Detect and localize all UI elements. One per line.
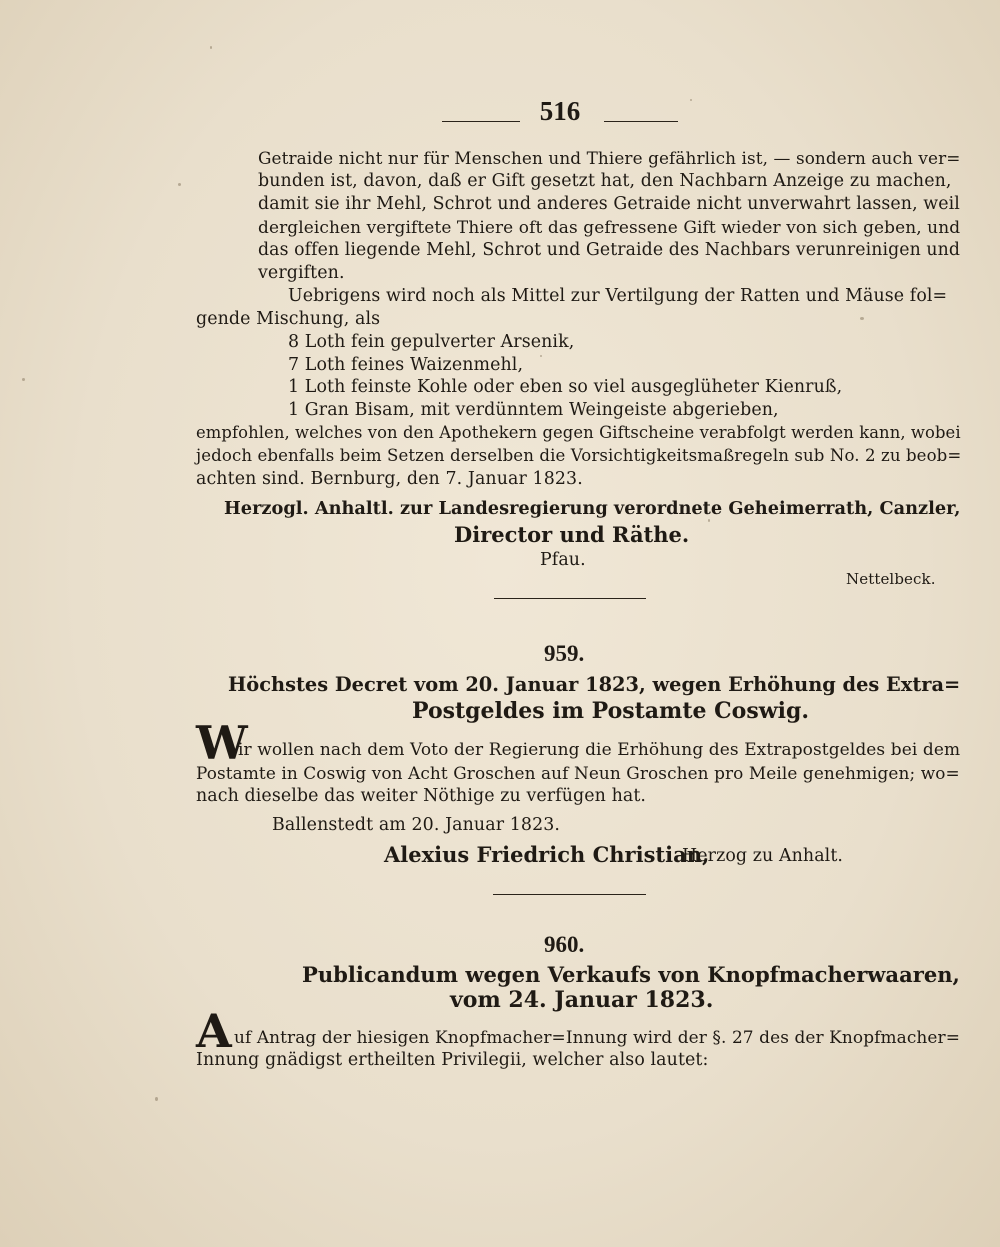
text-line: Postamte in Coswig von Acht Groschen auf Neun Groschen pro Meile genehmigen; wo=	[196, 763, 960, 783]
text-line: Uebrigens wird noch als Mittel zur Vertilgung der Ratten und Mäuse fol=	[288, 286, 948, 306]
paper-spot	[22, 378, 25, 381]
signer-name: Pfau.	[540, 550, 586, 570]
header-rule-right	[604, 121, 678, 122]
text-line: gende Mischung, als	[196, 309, 381, 329]
text-line: uf Antrag der hiesigen Knopfmacher=Innung wird der §. 27 des der Knopfmacher=	[234, 1027, 960, 1047]
section-divider	[494, 598, 646, 599]
page-number: 516	[539, 96, 581, 126]
section-divider	[493, 894, 646, 895]
paper-spot	[860, 317, 864, 320]
signature-name: Alexius Friedrich Christian,	[384, 842, 710, 867]
text-line: ir wollen nach dem Voto der Regierung die Erhöhung des Extrapostgeldes bei dem	[238, 740, 961, 760]
authority-line: Director und Räthe.	[454, 522, 690, 547]
paper-spot	[178, 183, 181, 186]
ingredient-line: 1 Loth feinste Kohle oder eben so viel ausgeglüheter Kienruß,	[288, 377, 843, 397]
drop-cap-letter: W	[196, 716, 248, 770]
decree-title: vom 24. Januar 1823.	[450, 987, 714, 1013]
paper-spot	[708, 519, 710, 522]
text-line: vergiften.	[258, 263, 345, 283]
header-rule-left	[442, 121, 520, 122]
signer-name: Nettelbeck.	[846, 570, 936, 588]
decree-title: Postgeldes im Postamte Coswig.	[412, 698, 810, 724]
place-date: Ballenstedt am 20. Januar 1823.	[272, 815, 561, 835]
text-line: Innung gnädigst ertheilten Privilegii, welcher also lautet:	[196, 1050, 709, 1070]
decree-number: 959.	[544, 641, 585, 666]
decree-title: Höchstes Decret vom 20. Januar 1823, wegen Erhöhung des Extra=	[228, 673, 961, 696]
text-line: dergleichen vergiftete Thiere oft das gefressene Gift wieder von sich geben, und	[258, 217, 961, 237]
text-line: empfohlen, welches von den Apothekern gegen Giftscheine verabfolgt werden kann, wobei	[196, 423, 961, 442]
paper-spot	[690, 99, 692, 101]
paper-spot	[155, 1097, 158, 1101]
text-line: bunden ist, davon, daß er Gift gesetzt hat, den Nachbarn Anzeige zu machen,	[258, 171, 952, 191]
text-line: nach dieselbe das weiter Nöthige zu verfügen hat.	[196, 786, 647, 806]
text-line: achten sind. Bernburg, den 7. Januar 1823.	[196, 469, 583, 489]
paper-spot	[540, 355, 542, 357]
text-line: jedoch ebenfalls beim Setzen derselben die Vorsichtigkeitsmaßregeln sub No. 2 zu beob=	[196, 446, 962, 465]
drop-cap-letter: A	[196, 1004, 232, 1058]
text-line: damit sie ihr Mehl, Schrot und anderes Getraide nicht unverwahrt lassen, weil	[258, 194, 960, 214]
text-line: das offen liegende Mehl, Schrot und Getraide des Nachbars verunreinigen und	[258, 240, 961, 260]
ingredient-line: 1 Gran Bisam, mit verdünntem Weingeiste abgerieben,	[288, 400, 779, 420]
paper-spot	[210, 46, 212, 49]
decree-title: Publicandum wegen Verkaufs von Knopfmacherwaaren,	[302, 962, 960, 987]
ingredient-line: 7 Loth feines Waizenmehl,	[288, 355, 524, 375]
ingredient-line: 8 Loth fein gepulverter Arsenik,	[288, 332, 575, 352]
authority-line: Herzogl. Anhaltl. zur Landesregierung verordnete Geheimerrath, Canzler,	[224, 498, 961, 519]
signature-title: Herzog zu Anhalt.	[682, 846, 844, 866]
decree-number: 960.	[544, 932, 585, 957]
text-line: Getraide nicht nur für Menschen und Thiere gefährlich ist, — sondern auch ver=	[258, 148, 961, 168]
